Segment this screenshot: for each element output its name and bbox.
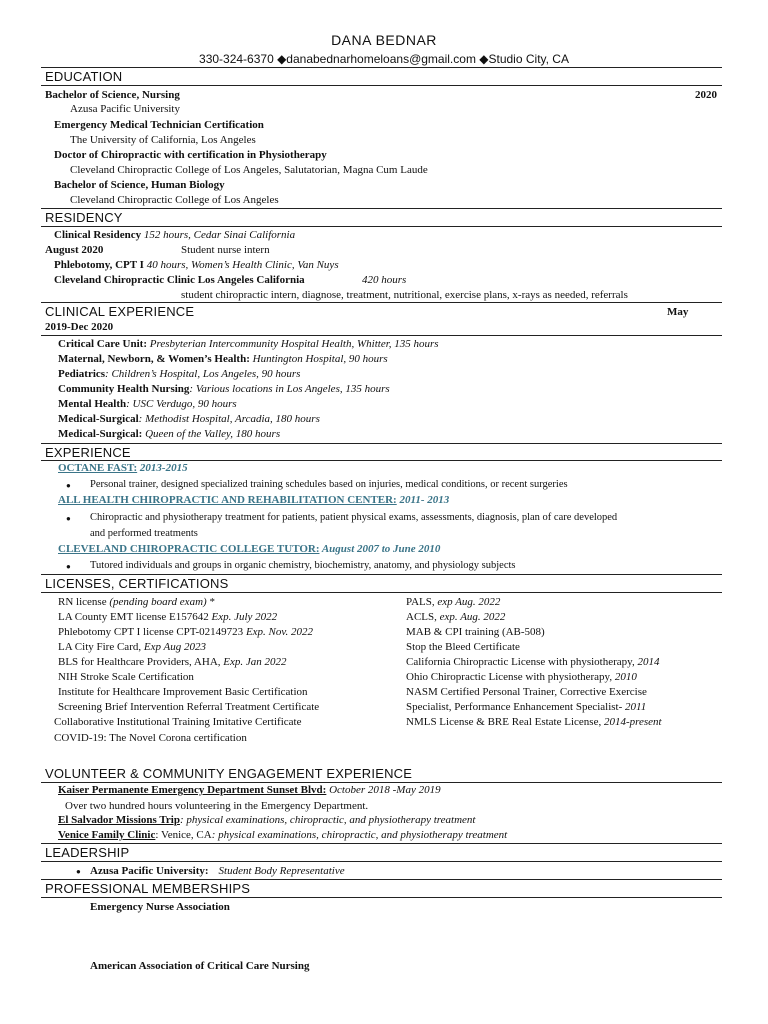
clinical-item bbox=[58, 398, 237, 410]
license-text: Collaborative Institutional Training Imitative Certificate bbox=[54, 716, 302, 728]
membership-item: Emergency Nurse Association bbox=[90, 901, 230, 913]
license-text: NIH Stroke Scale Certification bbox=[58, 671, 194, 683]
section-rule bbox=[41, 226, 722, 227]
job-heading bbox=[58, 462, 188, 474]
clinical-item-label: Medical-Surgical: bbox=[58, 428, 143, 440]
section-title-leadership: LEADERSHIP bbox=[45, 845, 130, 860]
license-text: COVID-19: The Novel Corona certification bbox=[54, 732, 247, 744]
license-item bbox=[58, 701, 319, 713]
clinical-item-detail: : USC Verdugo, 90 hours bbox=[126, 398, 237, 410]
volunteer-kaiser-dates: October 2018 -May 2019 bbox=[326, 784, 441, 796]
clinical-item-label: Critical Care Unit: bbox=[58, 338, 147, 350]
license-text: Stop the Bleed Certificate bbox=[406, 641, 520, 653]
license-item bbox=[54, 716, 301, 728]
section-title-memberships: PROFESSIONAL MEMBERSHIPS bbox=[45, 881, 251, 896]
license-text: California Chiropractic License with physiotherapy, bbox=[406, 656, 638, 668]
license-em: (pending board exam) bbox=[109, 596, 207, 608]
section-rule bbox=[41, 85, 722, 86]
education-degree: Doctor of Chiropractic with certification in Physiotherapy bbox=[54, 149, 327, 161]
clinical-item-label: Mental Health bbox=[58, 398, 127, 410]
education-school: Cleveland Chiropractic College of Los Angeles bbox=[70, 194, 279, 206]
license-text: PALS, bbox=[406, 596, 438, 608]
license-item bbox=[58, 611, 277, 623]
section-rule bbox=[41, 574, 722, 575]
leadership-detail: Student Body Representative bbox=[218, 865, 345, 877]
residency-date: August 2020 bbox=[45, 244, 104, 256]
section-rule bbox=[41, 782, 722, 783]
license-item bbox=[406, 611, 505, 623]
job-bullet: Personal trainer, designed specialized training schedules based on injuries, medical conditions, or recent surgeries bbox=[90, 479, 568, 490]
volunteer-venice-detail: : physical examinations, chiropractic, and physiotherapy treatment bbox=[211, 829, 508, 841]
volunteer-kaiser-label: Kaiser Permanente Emergency Department Sunset Blvd: bbox=[58, 784, 327, 796]
job-bullet: and performed treatments bbox=[90, 528, 198, 539]
license-em: 2011 bbox=[625, 701, 647, 713]
license-tail: * bbox=[206, 596, 215, 608]
section-title-clinical: CLINICAL EXPERIENCE bbox=[45, 304, 195, 319]
residency-phleb-label: Phlebotomy, CPT I bbox=[54, 259, 144, 271]
license-text: NMLS License & BRE Real Estate License, bbox=[406, 716, 604, 728]
volunteer-venice-plain: : Venice, CA bbox=[155, 829, 212, 841]
bullet-icon: ● bbox=[76, 867, 81, 876]
job-heading bbox=[58, 543, 440, 555]
job-employer: OCTANE FAST: bbox=[58, 462, 138, 474]
clinical-item bbox=[58, 353, 388, 365]
candidate-name: DANA BEDNAR bbox=[331, 32, 437, 48]
license-item bbox=[58, 641, 206, 653]
clinical-item bbox=[58, 338, 439, 350]
section-rule bbox=[41, 208, 722, 209]
section-title-experience: EXPERIENCE bbox=[45, 445, 131, 460]
license-text: MAB & CPI training (AB-508) bbox=[406, 626, 545, 638]
contact-line: 330-324-6370 ◆danabednarhomeloans@gmail.com ◆Studio City, CA bbox=[199, 52, 569, 66]
license-item bbox=[406, 626, 545, 638]
education-school: Cleveland Chiropractic College of Los Angeles, Salutatorian, Magna Cum Laude bbox=[70, 164, 428, 176]
education-school: Azusa Pacific University bbox=[70, 103, 180, 115]
clinical-item-detail: Queen of the Valley, 180 hours bbox=[142, 428, 281, 440]
volunteer-venice bbox=[58, 829, 507, 841]
bullet-icon: ● bbox=[66, 562, 71, 571]
volunteer-venice-label: Venice Family Clinic bbox=[58, 829, 156, 841]
license-em: Exp. Nov. 2022 bbox=[245, 626, 313, 638]
job-bullet: Tutored individuals and groups in organic chemistry, biochemistry, anatomy, and physiology subjects bbox=[90, 560, 516, 571]
job-dates: 2011- 2013 bbox=[396, 494, 450, 506]
clinical-item bbox=[58, 413, 320, 425]
volunteer-elsal-detail: : physical examinations, chiropractic, and physiotherapy treatment bbox=[179, 814, 476, 826]
license-em: exp. Aug. 2022 bbox=[439, 611, 506, 623]
clinical-item-detail: : Children’s Hospital, Los Angeles, 90 hours bbox=[105, 368, 301, 380]
license-em: Exp. Jan 2022 bbox=[223, 656, 287, 668]
residency-clinical bbox=[54, 229, 295, 241]
job-employer: CLEVELAND CHIROPRACTIC COLLEGE TUTOR: bbox=[58, 543, 320, 555]
education-school: The University of California, Los Angeles bbox=[70, 134, 256, 146]
residency-clinical-label: Clinical Residency bbox=[54, 229, 142, 241]
education-degree: Bachelor of Science, Human Biology bbox=[54, 179, 225, 191]
job-employer: ALL HEALTH CHIROPRACTIC AND REHABILITATION CENTER: bbox=[58, 494, 397, 506]
job-bullet: Chiropractic and physiotherapy treatment for patients, patient physical exams, assessments, diagnosis, plan of care developed bbox=[90, 512, 618, 523]
section-rule bbox=[41, 592, 722, 593]
section-rule bbox=[41, 460, 722, 461]
section-rule bbox=[41, 302, 722, 303]
clinical-item-detail: : Methodist Hospital, Arcadia, 180 hours bbox=[138, 413, 320, 425]
clinical-item-detail: Presbyterian Intercommunity Hospital Health, Whitter, 135 hours bbox=[147, 338, 439, 350]
license-item bbox=[58, 596, 215, 608]
license-text: LA City Fire Card, bbox=[58, 641, 144, 653]
section-title-volunteer: VOLUNTEER & COMMUNITY ENGAGEMENT EXPERIENCE bbox=[45, 766, 413, 781]
leadership-label: Azusa Pacific University: bbox=[90, 865, 209, 877]
section-rule bbox=[41, 335, 722, 336]
section-rule bbox=[41, 443, 722, 444]
license-item bbox=[406, 656, 659, 668]
license-em: Exp Aug 2023 bbox=[143, 641, 206, 653]
residency-cleveland-detail: student chiropractic intern, diagnose, treatment, nutritional, exercise plans, x-rays as needed, referrals bbox=[181, 289, 628, 301]
job-dates: 2013-2015 bbox=[137, 462, 188, 474]
clinical-date: 2019-Dec 2020 bbox=[45, 321, 114, 333]
license-text: Institute for Healthcare Improvement Basic Certification bbox=[58, 686, 308, 698]
job-dates: August 2007 to June 2010 bbox=[319, 543, 441, 555]
clinical-item-label: Maternal, Newborn, & Women’s Health: bbox=[58, 353, 250, 365]
clinical-item-label: Medical-Surgical bbox=[58, 413, 139, 425]
section-rule bbox=[41, 67, 722, 68]
education-year: 2020 bbox=[695, 89, 717, 101]
residency-cleveland-hours: 420 hours bbox=[362, 274, 407, 286]
license-em: Exp. July 2022 bbox=[211, 611, 278, 623]
license-item bbox=[406, 641, 520, 653]
license-text: BLS for Healthcare Providers, AHA, bbox=[58, 656, 224, 668]
license-item bbox=[406, 596, 500, 608]
license-em: 2014-present bbox=[603, 716, 662, 728]
license-item bbox=[54, 732, 247, 744]
license-text: RN license bbox=[58, 596, 110, 608]
residency-date-detail: Student nurse intern bbox=[181, 244, 270, 256]
clinical-item-label: Community Health Nursing bbox=[58, 383, 190, 395]
license-em: 2014 bbox=[637, 656, 660, 668]
license-text: Screening Brief Intervention Referral Treatment Certificate bbox=[58, 701, 320, 713]
license-text: LA County EMT license E157642 bbox=[58, 611, 212, 623]
leadership-item bbox=[90, 865, 345, 877]
license-text: Specialist, Performance Enhancement Specialist- bbox=[406, 701, 626, 713]
license-text: ACLS, bbox=[406, 611, 440, 623]
job-heading bbox=[58, 494, 449, 506]
volunteer-elsal-label: El Salvador Missions Trip bbox=[58, 814, 180, 826]
license-item bbox=[406, 716, 662, 728]
license-item bbox=[406, 686, 647, 698]
license-text: Ohio Chiropractic License with physiotherapy, bbox=[406, 671, 615, 683]
education-degree: Bachelor of Science, Nursing bbox=[45, 89, 180, 101]
license-item bbox=[58, 626, 313, 638]
bullet-icon: ● bbox=[66, 481, 71, 490]
license-item bbox=[58, 656, 287, 668]
section-rule bbox=[41, 861, 722, 862]
clinical-may: May bbox=[667, 306, 689, 318]
license-item bbox=[58, 686, 308, 698]
clinical-item bbox=[58, 383, 390, 395]
bullet-icon: ● bbox=[66, 514, 71, 523]
volunteer-kaiser-detail: Over two hundred hours volunteering in the Emergency Department. bbox=[65, 800, 369, 812]
section-rule bbox=[41, 843, 722, 844]
section-rule bbox=[41, 897, 722, 898]
residency-phleb-detail: 40 hours, Women’s Health Clinic, Van Nuys bbox=[143, 259, 339, 271]
section-title-education: EDUCATION bbox=[45, 69, 123, 84]
clinical-item bbox=[58, 368, 300, 380]
section-rule bbox=[41, 879, 722, 880]
clinical-item-detail: Huntington Hospital, 90 hours bbox=[249, 353, 388, 365]
education-degree: Emergency Medical Technician Certification bbox=[54, 119, 264, 131]
volunteer-elsalvador bbox=[58, 814, 475, 826]
residency-clinical-detail: 152 hours, Cedar Sinai California bbox=[141, 229, 296, 241]
volunteer-kaiser bbox=[58, 784, 441, 796]
clinical-item-label: Pediatrics bbox=[58, 368, 106, 380]
residency-cleveland-label: Cleveland Chiropractic Clinic Los Angeles California bbox=[54, 274, 305, 286]
license-text: Phlebotomy CPT I license CPT-02149723 bbox=[58, 626, 246, 638]
license-item bbox=[406, 671, 637, 683]
residency-phlebotomy bbox=[54, 259, 339, 271]
license-em: exp Aug. 2022 bbox=[437, 596, 501, 608]
section-title-residency: RESIDENCY bbox=[45, 210, 123, 225]
clinical-item-detail: : Various locations in Los Angeles, 135 hours bbox=[189, 383, 390, 395]
membership-item: American Association of Critical Care Nursing bbox=[90, 960, 310, 972]
license-item bbox=[406, 701, 646, 713]
license-em: 2010 bbox=[614, 671, 637, 683]
clinical-item bbox=[58, 428, 280, 440]
section-title-licenses: LICENSES, CERTIFICATIONS bbox=[45, 576, 229, 591]
license-text: NASM Certified Personal Trainer, Corrective Exercise bbox=[406, 686, 647, 698]
license-item bbox=[58, 671, 194, 683]
